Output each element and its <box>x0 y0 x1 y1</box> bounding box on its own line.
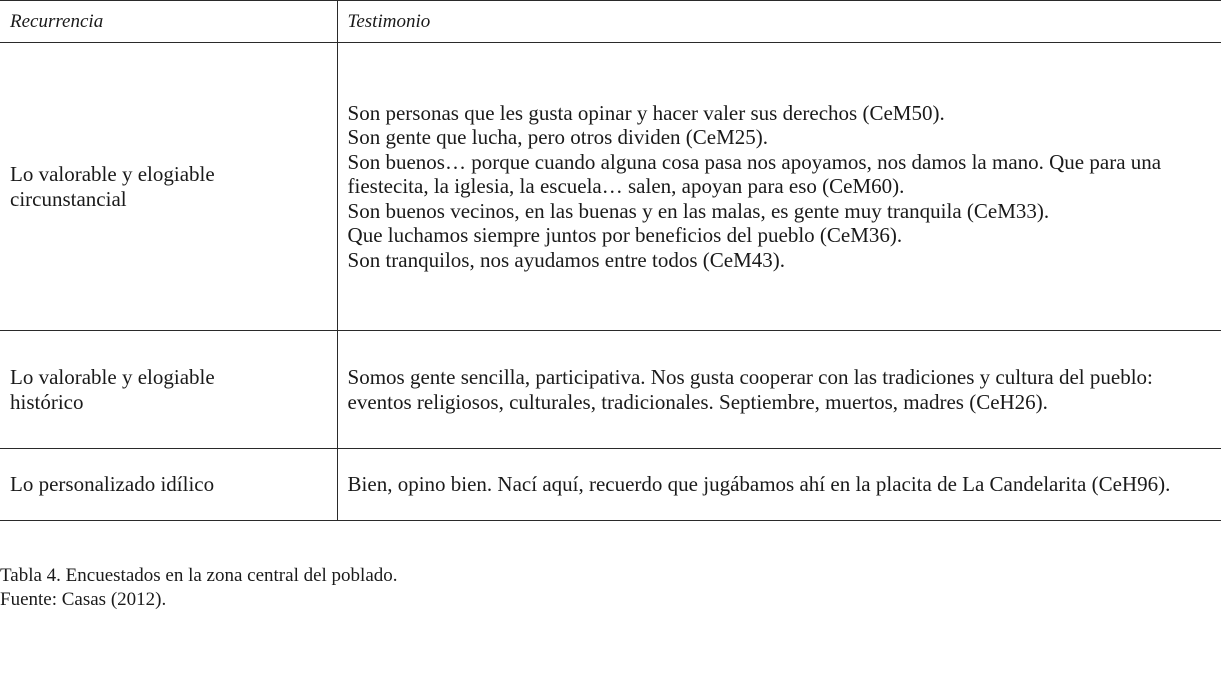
recurrence-line: Lo valorable y elogiable <box>10 364 215 389</box>
testimony-line: Somos gente sencilla, participativa. Nos gusta cooperar con las tradiciones y cultura del pueblo: eventos religiosos, culturales, tradicionales. Septiembre, muertos, madres (CeH26). <box>347 365 1153 414</box>
recurrence-cell <box>0 331 337 449</box>
table-row <box>0 331 1221 449</box>
recurrence-line: histórico <box>10 389 84 414</box>
testimony-line: Que luchamos siempre juntos por beneficios del pueblo (CeM36). <box>347 223 903 248</box>
recurrence-cell <box>0 43 337 331</box>
recurrence-line: circunstancial <box>10 186 127 211</box>
table-row <box>0 449 1221 521</box>
recurrence-line: Lo valorable y elogiable <box>10 161 215 186</box>
testimony-cell <box>337 331 1221 449</box>
caption-title: Tabla 4. Encuestados en la zona central del poblado. <box>0 565 398 586</box>
table-row <box>0 43 1221 331</box>
header-recurrence: Recurrencia <box>0 1 337 43</box>
testimony-line: Son gente que lucha, pero otros dividen (CeM25). <box>347 125 769 150</box>
caption-source: Fuente: Casas (2012). <box>0 589 167 610</box>
testimony-line: Son buenos vecinos, en las buenas y en las malas, es gente muy tranquila (CeM33). <box>347 198 1050 223</box>
recurrence-line: Lo personalizado idílico <box>10 472 215 496</box>
testimony-line: Son personas que les gusta opinar y hacer valer sus derechos (CeM50). <box>347 100 945 125</box>
testimony-line: Son tranquilos, nos ayudamos entre todos (CeM43). <box>347 247 785 272</box>
recurrence-cell <box>0 449 337 521</box>
table-header-row <box>0 1 1221 43</box>
testimony-line: Bien, opino bien. Nací aquí, recuerdo que jugábamos ahí en la placita de La Candelarita (CeH96). <box>347 472 1171 497</box>
testimony-cell <box>337 43 1221 331</box>
table-caption <box>0 564 398 612</box>
header-testimony: Testimonio <box>337 1 1221 43</box>
testimony-line: Son buenos… porque cuando alguna cosa pasa nos apoyamos, nos damos la mano. Que para una fiestecita, la iglesia, la escuela… salen, apoyan para eso (CeM60). <box>347 149 1162 199</box>
testimony-cell <box>337 449 1221 521</box>
